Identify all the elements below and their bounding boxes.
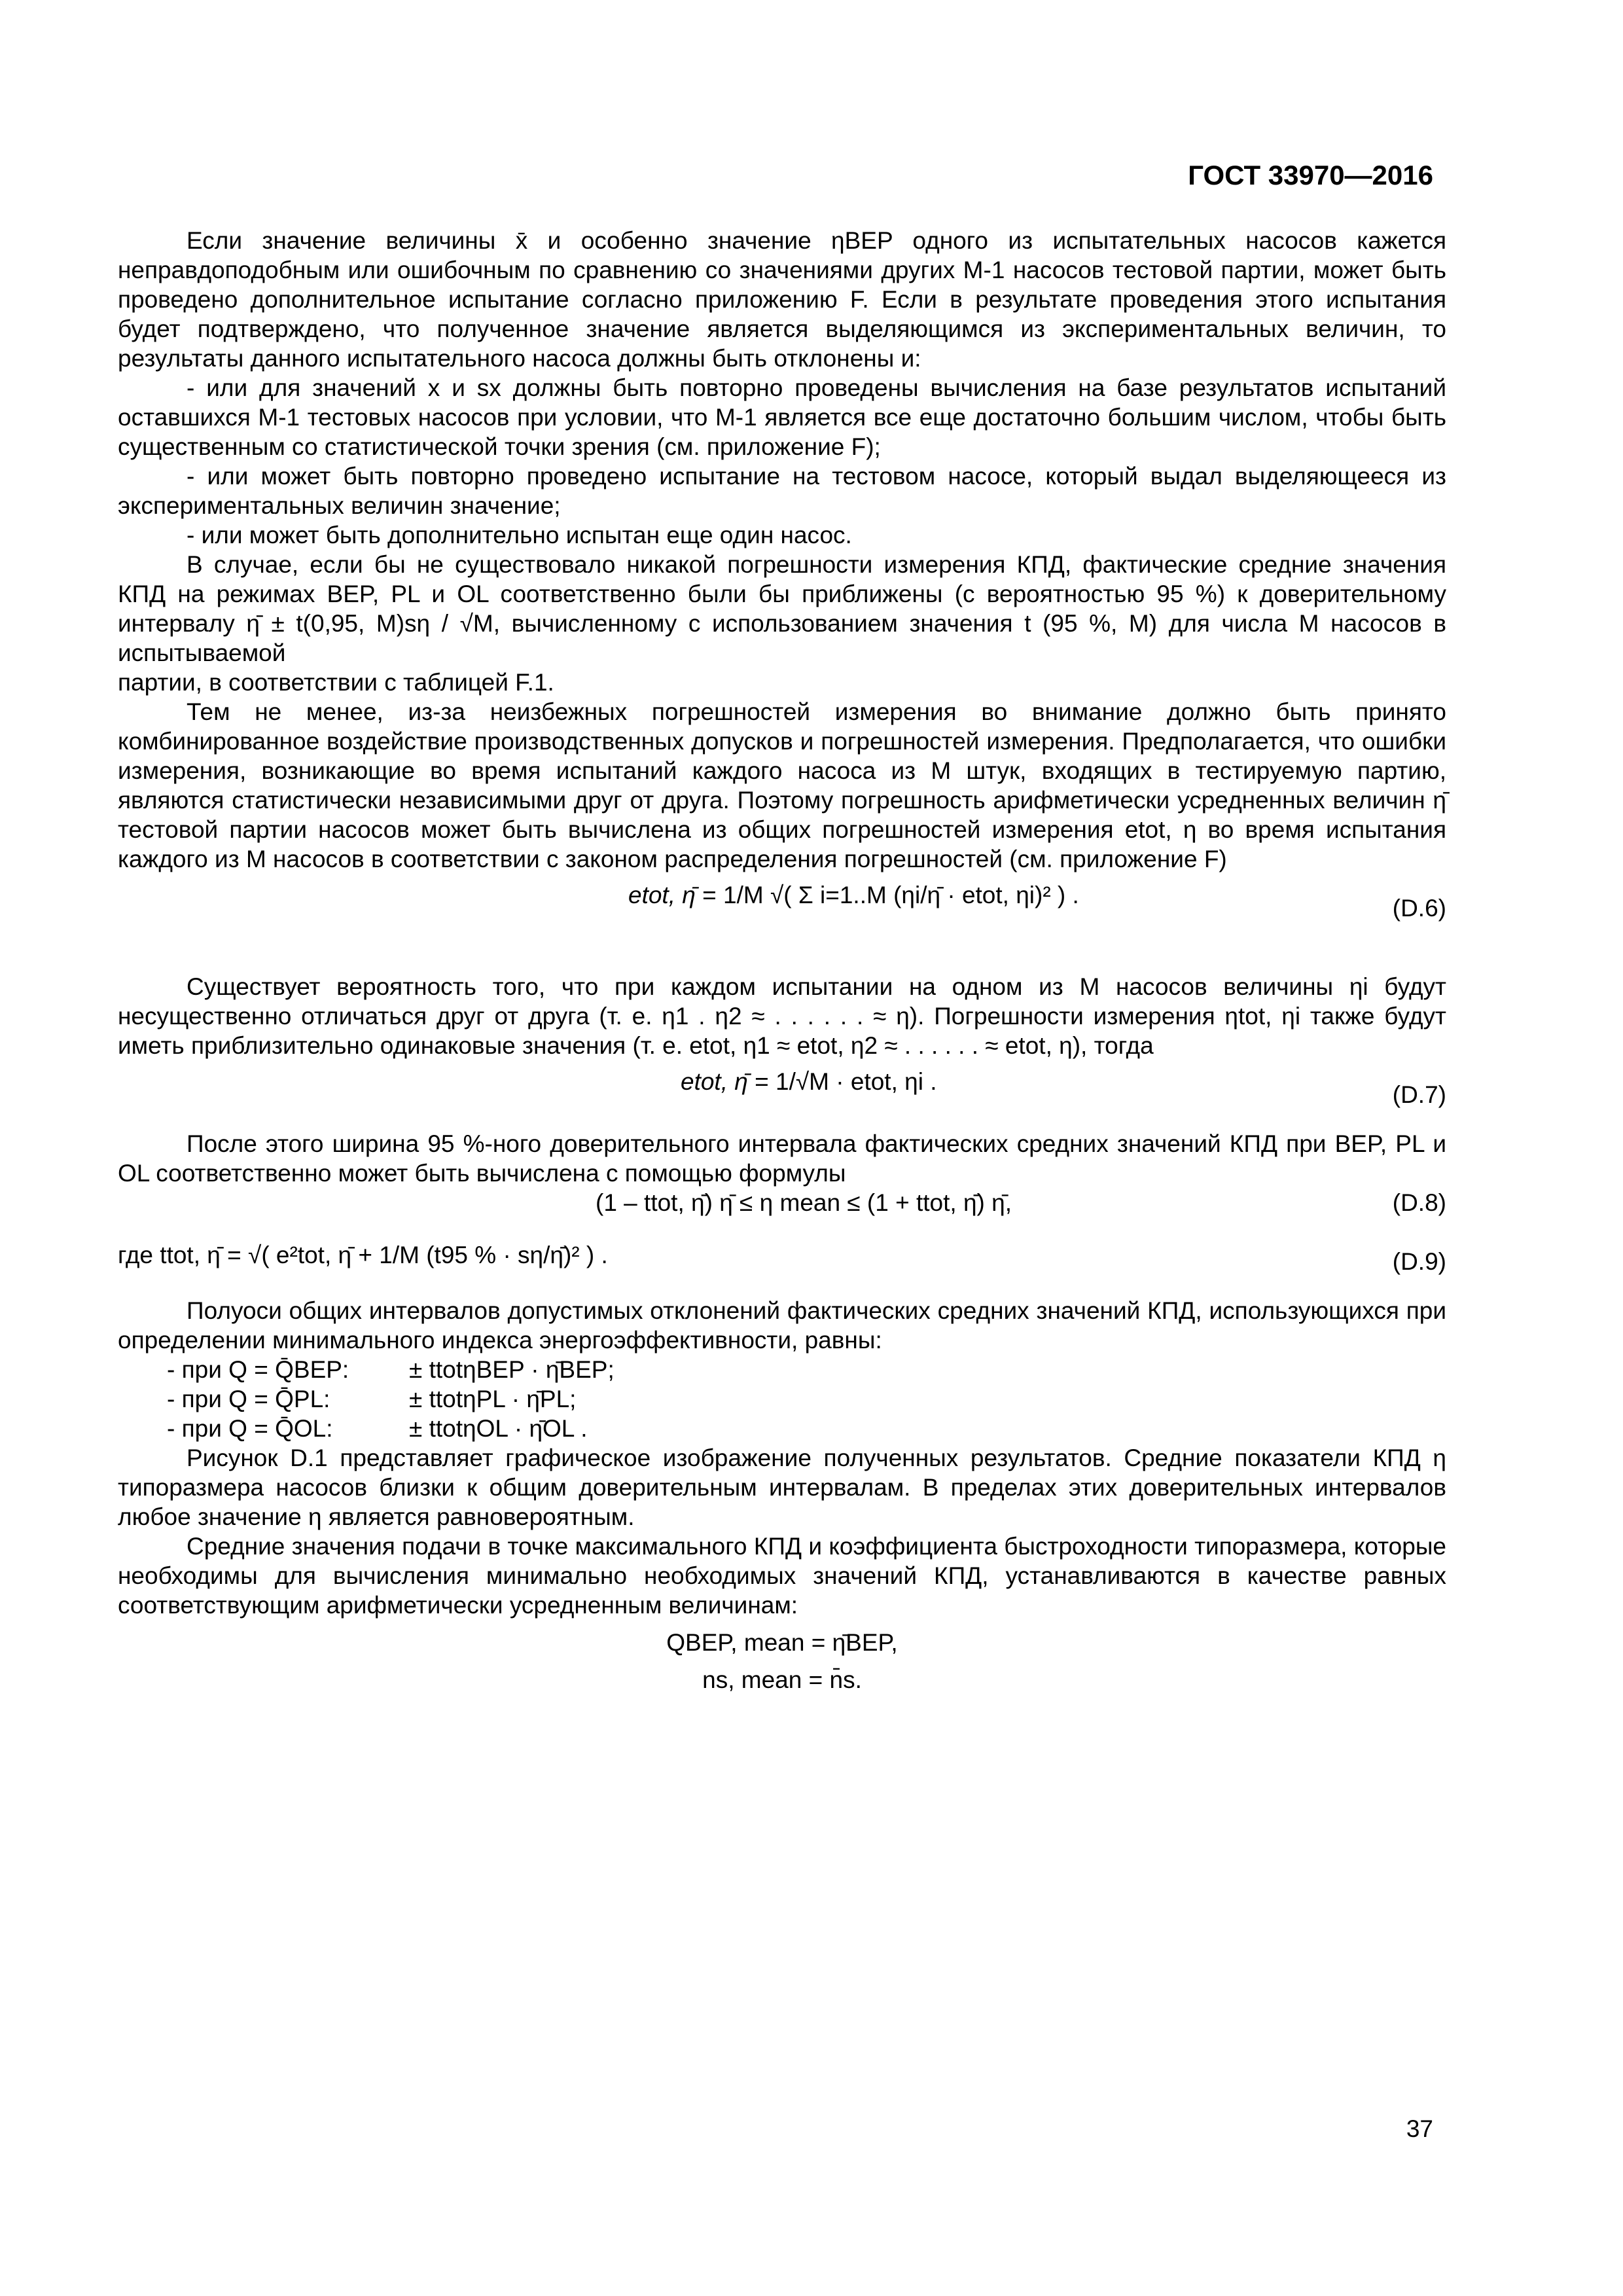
confidence-interval-formula: η̄ ± t(0,95, M)sη / √M [246,610,493,637]
paragraph-5: После этого ширина 95 %-ного доверительного интервала фактических средних значений КПД при BEP, PL и OL соответственно может быть вычислена с помощью формулы [118,1130,1446,1187]
equation-d7: etot, η̄ = 1/√M · etot, ηi . (D.7) [681,1068,1446,1108]
list-item-2: - или может быть повторно проведено испытание на тестовом насосе, который выдал выделяющееся из экспериментальных величин значение; [118,463,1446,519]
paragraph-3: Тем не менее, из-за неизбежных погрешностей измерения во внимание должно быть принято комбинированное воздействие производственных допусков и погрешностей измерения. Предполагается, что ошибки измерения, возникающие во время испытаний каждого насоса из M штук, входящих в тестируемую партию, являются статистически независимыми друг от друга. Поэтому погрешность арифметически усредненных величин η̄ тестовой партии насосов может быть вычислена из общих погрешностей измерения etot, η во время испытания каждого из M насосов в соответствии с законом распределения погрешностей (см. приложение F) [118,698,1446,872]
paragraph-6: Полуоси общих интервалов допустимых отклонений фактических средних значений КПД, использующихся при определении минимального индекса энергоэффективности, равны: [118,1297,1446,1354]
equation-number: (D.6) [1392,895,1446,922]
equation-number: (D.8) [1392,1189,1446,1216]
paragraph-7: Рисунок D.1 представляет графическое изображение полученных результатов. Средние показатели КПД η типоразмера насосов близки к общим доверительным интервалам. В пределах этих доверительных интервалов любое значение η является равновероятным. [118,1444,1446,1530]
equation-number: (D.9) [1392,1248,1446,1275]
list-item-3: - или может быть дополнительно испытан еще один насос. [187,522,852,548]
equation-d8: (1 – ttot, η̄) η̄ ≤ η mean ≤ (1 + ttot, η̄) η̄, (D.8) [596,1189,1446,1216]
document-id: ГОСТ 33970—2016 [1188,160,1433,190]
bullet-pl: - при Q = Q̄PL: ± ttotηPL · η̄PL; [167,1386,577,1412]
equation-d9: где ttot, η̄ = √( e²tot, η̄ + 1/M (t95 % · sη/η̄)² ) . (D.9) [118,1242,1446,1275]
document-body [118,226,1446,1702]
paragraph-2-end: партии, в соответствии с таблицей F.1. [118,669,554,696]
equation-ns-mean: ns, mean = n̄s. [702,1666,862,1693]
paragraph-1: Если значение величины x̄ и особенно значение ηBEP одного из испытательных насосов кажется неправдоподобным или ошибочным по сравнению со значениями других M-1 насосов тестовой партии, может быть проведено дополнительное испытание согласно приложению F. Если в результате проведения этого испытания будет подтверждено, что полученное значение является выделяющимся из экспериментальных величин, то результаты данного испытательного насоса должны быть отклонены и: [118,227,1446,372]
page-number: 37 [1406,2115,1433,2142]
list-item-1: - или для значений x и sx должны быть повторно проведены вычисления на базе результатов испытаний оставшихся M-1 тестовых насосов при условии, что M-1 является все еще достаточно большим числом, чтобы быть существенным со статистической точки зрения (см. приложение F); [118,374,1446,460]
paragraph-4: Существует вероятность того, что при каждом испытании на одном из M насосов величины ηi будут несущественно отличаться друг от друга (т. е. η1 . η2 ≈ . . . . . . ≈ η). Погрешности измерения ηtot, ηi также будут иметь приблизительно одинаковые значения (т. е. etot, η1 ≈ etot, η2 ≈ . . . . . . ≈ etot, η), тогда [118,973,1446,1059]
bullet-ol: - при Q = Q̄OL: ± ttotηOL · η̄OL . [167,1415,588,1442]
equation-number: (D.7) [1392,1081,1446,1108]
equation-d6: etot, η̄ = 1/M √( Σ i=1..M (ηi/η̄ · etot, ηi)² ) . (D.6) [628,882,1446,922]
paragraph-8: Средние значения подачи в точке максимального КПД и коэффициента быстроходности типоразмера, которые необходимы для вычисления минимально необходимых значений КПД, устанавливаются в качестве равных соответствующим арифметически усредненным величинам: [118,1533,1446,1619]
bullet-bep: - при Q = Q̄BEP: ± ttotηBEP · η̄BEP; [167,1356,615,1383]
equation-q-bep-mean: QBEP, mean = η̄BEP, [666,1629,898,1656]
paragraph-2: В случае, если бы не существовало никакой погрешности измерения КПД, фактические средние значения КПД на режимах BEP, PL и OL соответственно были бы приближены (с вероятностью 95 %) к доверительному интервалу η̄ ± t(0,95, M)sη / √M, вычисленному с использованием значения t (95 %, M) для числа M насосов в испытываемой [118,551,1447,666]
